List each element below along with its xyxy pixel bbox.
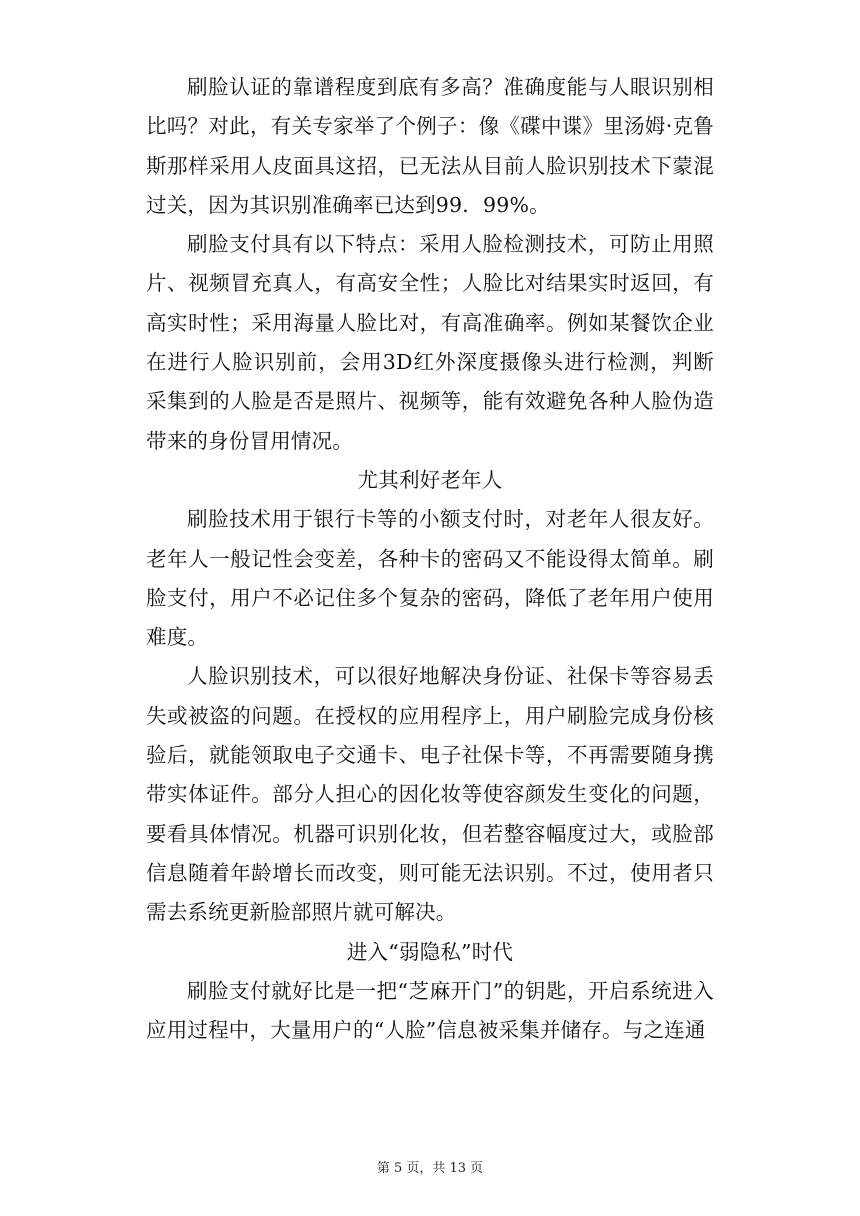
section-heading-privacy: 进入“弱隐私”时代 xyxy=(346,939,514,964)
paragraph-identity-verification: 人脸识别技术，可以很好地解决身份证、社保卡等容易丢失或被盗的问题。在授权的应用程序上，用户刷脸完成身份核验后，就能领取电子交通卡、电子社保卡等，不再需要随身携带实体证件。部分人担心的因化妆等使容颜发生变化的问题，要看具体情况。机器可识别化妆，但若整容幅度过大，或脸部信息随着年龄增长而改变，则可能无法识别。不过，使用者只需去系统更新脸部照片就可解决。 xyxy=(146,664,714,925)
paragraph-privacy: 刷脸支付就好比是一把“芝麻开门”的钥匙，开启系统进入应用过程中，大量用户的“人脸”信息被采集并储存。与之连通 xyxy=(146,978,714,1043)
paragraph-elderly-payment: 刷脸技术用于银行卡等的小额支付时，对老年人很友好。老年人一般记性会变差，各种卡的密码又不能设得太简单。刷脸支付，用户不必记住多个复杂的密码，降低了老年用户使用难度。 xyxy=(146,507,714,650)
page-number-footer: 第 5 页，共 13 页 xyxy=(376,1161,484,1176)
section-heading-elderly: 尤其利好老年人 xyxy=(357,467,503,492)
paragraph-features: 刷脸支付具有以下特点：采用人脸检测技术，可防止用照片、视频冒充真人，有高安全性；人脸比对结果实时返回，有高实时性；采用海量人脸比对，有高准确率。例如某餐饮企业在进行人脸识别前，会用3D红外深度摄像头进行检测，判断采集到的人脸是否是照片、视频等，能有效避免各种人脸伪造带来的身份冒用情况。 xyxy=(146,232,714,453)
document-body xyxy=(146,68,714,1050)
paragraph-accuracy: 刷脸认证的靠谱程度到底有多高？准确度能与人眼识别相比吗？对此，有关专家举了个例子：像《碟中谍》里汤姆·克鲁斯那样采用人皮面具这招，已无法从目前人脸识别技术下蒙混过关，因为其识别准确率已达到99．99%。 xyxy=(146,75,714,217)
